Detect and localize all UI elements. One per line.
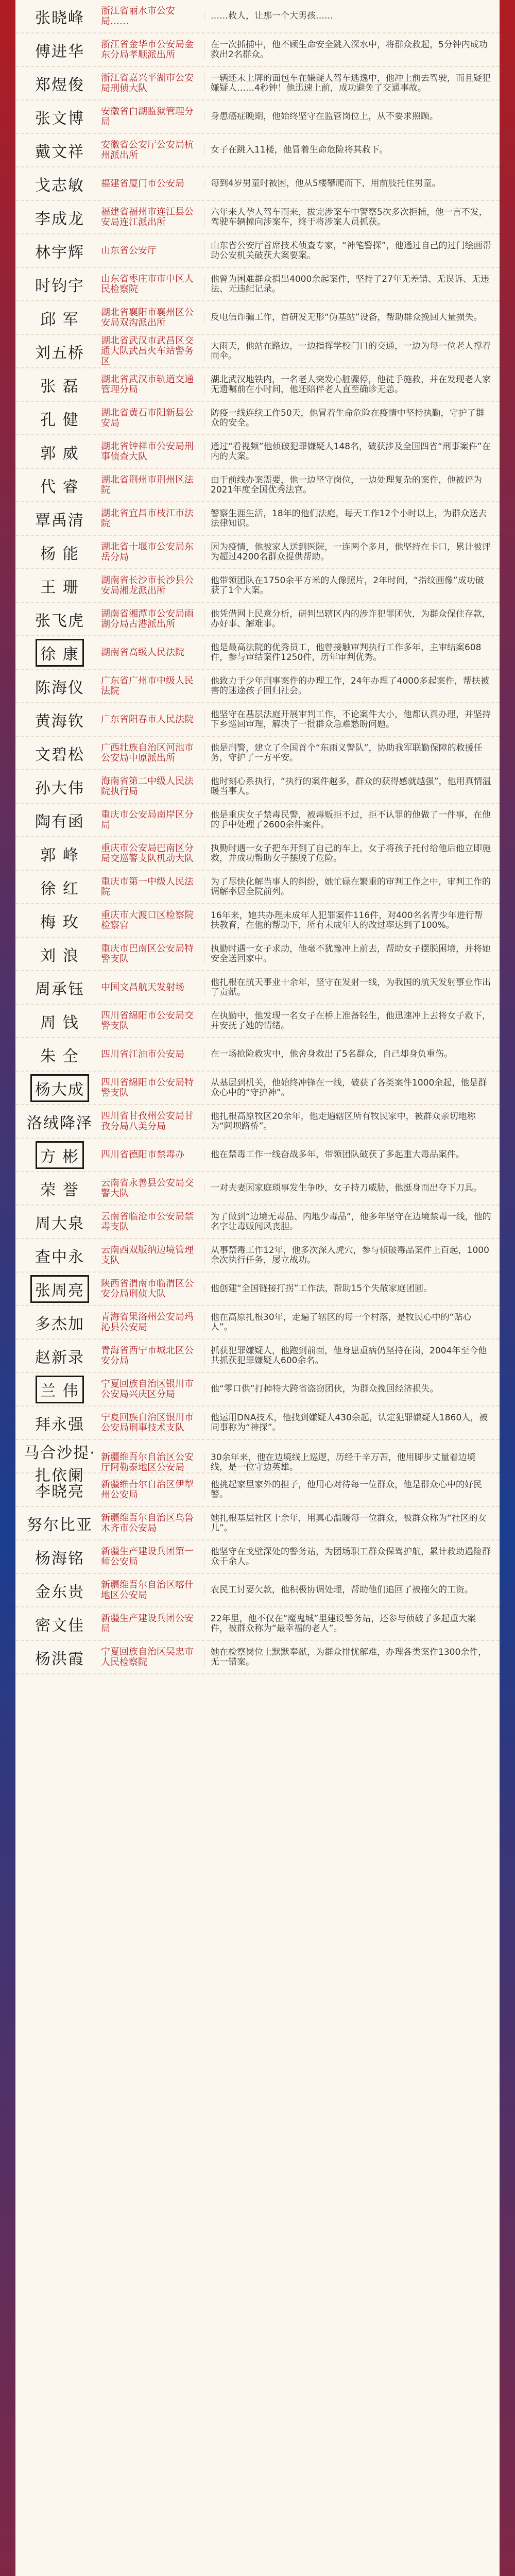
work-unit: 云南省临沧市公安局禁毒支队 xyxy=(101,1211,194,1232)
work-unit: 湖北省荆州市荆州区法院 xyxy=(101,474,194,496)
list-item xyxy=(15,804,500,837)
person-name: 林宇辉 xyxy=(35,243,84,262)
work-unit: 湖北省武汉市武昌区交通大队武昌火车站警务区 xyxy=(101,335,194,367)
person-name: 兰 伟 xyxy=(36,1376,84,1403)
work-unit: 湖南省长沙市长沙县公安局湘龙派出所 xyxy=(101,575,194,596)
work-unit: 青海省果洛州公安局玛沁县公安局 xyxy=(101,1312,194,1333)
deed-description: 他坚守在戈壁深处的警务站，为团场职工群众保驾护航，累计救助遇险群众千余人。 xyxy=(204,1547,491,1567)
work-unit: 湖北省十堰市公安局东岳分局 xyxy=(101,541,194,563)
work-unit: 新疆维吾尔自治区伊犁州公安局 xyxy=(101,1479,194,1500)
deed-description: 为了尽快化解当事人的纠纷，她忙碌在繁重的审判工作之中，审判工作的调解率居全院前列。 xyxy=(204,877,491,897)
person-name: 陈海仪 xyxy=(35,679,84,697)
person-name: 刘 浪 xyxy=(40,946,79,965)
deed-description: 防疫一线连续工作50天，他冒着生命危险在疫情中坚持执勤，守护了群众的安全。 xyxy=(204,409,491,428)
person-name: 陶有函 xyxy=(35,812,84,831)
person-name: 查中永 xyxy=(35,1248,84,1266)
list-item xyxy=(15,1072,500,1105)
person-name: 文碧松 xyxy=(35,745,84,764)
work-unit: 湖北省黄石市阳新县公安局 xyxy=(101,408,194,429)
work-unit: 安徽省白湖监狱管理分局 xyxy=(101,106,194,127)
work-unit: 湖南省湘潭市公安局雨湖分局古港派出所 xyxy=(101,608,194,630)
list-item xyxy=(15,1306,500,1340)
deed-description: 在一场抢险救灾中，他舍身救出了5名群众，自己却身负重伤。 xyxy=(204,1049,491,1059)
deed-description: 他运用DNA技术，他找到嫌疑人430余起，认定犯罪嫌疑人1860人，被同事称为“神探”。 xyxy=(204,1413,491,1433)
work-unit: 宁夏回族自治区吴忠市人民检察院 xyxy=(101,1647,194,1668)
list-item xyxy=(15,368,500,402)
deed-description: 他是最高法院的优秀员工，他曾接触审判执行工作多年，主审结案608件，参与审结案件1250件，历年审判优秀。 xyxy=(204,643,491,663)
work-unit: 中国文昌航天发射场 xyxy=(101,982,184,993)
deed-description: 执勤时遇一女子把车开到了自己的车上，女子将孩子托付给他后他立即施救，并成功帮助女子摆脱了危险。 xyxy=(204,844,491,863)
work-unit: 重庆市公安局南岸区分局 xyxy=(101,809,194,831)
deed-description: 他时刻心系执行，“执行的案件越多，群众的获得感就越强”，他用真情温暖当事人。 xyxy=(204,777,491,796)
work-unit: 湖北省钟祥市公安局刑事侦查大队 xyxy=(101,441,194,462)
person-name: 郭 峰 xyxy=(40,846,79,865)
person-name: 王 珊 xyxy=(40,578,79,597)
work-unit: 云南省永善县公安局交警大队 xyxy=(101,1178,194,1199)
work-unit: 新疆维吾尔自治区乌鲁木齐市公安局 xyxy=(101,1513,194,1534)
list-item xyxy=(15,971,500,1005)
list-item xyxy=(15,301,500,335)
person-name: 傅进华 xyxy=(35,42,84,61)
person-name: 多杰加 xyxy=(35,1315,84,1333)
list-item xyxy=(15,469,500,502)
list-item xyxy=(15,1139,500,1172)
person-name: 张文博 xyxy=(35,109,84,128)
deed-description: 他挑起家里家外的担子，他用心对待每一位群众，他是群众心中的好民警。 xyxy=(204,1480,491,1500)
list-item xyxy=(15,234,500,268)
deed-description: 30余年来，他在边境线上巡逻，历经千辛万苦，他用脚步丈量着边境线，是一位守边英雄。 xyxy=(204,1453,491,1472)
list-item xyxy=(15,871,500,904)
list-item xyxy=(15,670,500,703)
list-item xyxy=(15,1105,500,1139)
list-item xyxy=(15,1172,500,1206)
work-unit: 陕西省渭南市临渭区公安分局刑侦大队 xyxy=(101,1278,194,1299)
deed-description: 在一次抓捕中，他不顾生命安全跳入深水中，将群众救起，5分钟内成功救出2名群众。 xyxy=(204,40,491,60)
work-unit: 新疆生产建设兵团公安局 xyxy=(101,1613,194,1634)
person-name: 拜永强 xyxy=(35,1415,84,1434)
list-item xyxy=(15,201,500,234)
deed-description: 女子在跳入11楼，他冒着生命危险将其救下。 xyxy=(204,145,491,155)
person-name: 徐 康 xyxy=(36,639,84,667)
list-item xyxy=(15,1038,500,1072)
work-unit: 重庆市第一中级人民法院 xyxy=(101,876,194,897)
work-unit: 四川省甘孜州公安局甘孜分局八美分局 xyxy=(101,1111,194,1132)
deed-description: 他“零口供”打掉特大跨省盗窃团伙，为群众挽回经济损失。 xyxy=(204,1384,491,1394)
list-item xyxy=(15,134,500,167)
left-decor-stripe xyxy=(0,0,15,2576)
person-name: 荣 誉 xyxy=(40,1181,79,1199)
person-name: 戴文祥 xyxy=(35,143,84,161)
person-name: 邱 军 xyxy=(40,310,79,329)
list-item xyxy=(15,402,500,435)
deed-description: 他曾为困难群众捐出4000余起案件，坚持了27年无差错、无误诉、无违法、无违纪记录。 xyxy=(204,275,491,294)
person-name: 时钧宇 xyxy=(35,277,84,295)
work-unit: 安徽省公安厅公安局杭州派出所 xyxy=(101,140,194,161)
list-item xyxy=(15,268,500,301)
list-item xyxy=(15,1206,500,1239)
list-item xyxy=(15,569,500,603)
person-name: 梅 玫 xyxy=(40,913,79,931)
work-unit: 山东省枣庄市市中区人民检察院 xyxy=(101,274,194,295)
deed-description: 警察生涯生活，18年的他们法庭，每天工作12个小时以上，为群众送去法律知识。 xyxy=(204,509,491,529)
deed-description: 身患癌症晚期，他始终坚守在监管岗位上，从不要求照顾。 xyxy=(204,112,491,122)
work-unit: 广东省广州市中级人民法院 xyxy=(101,675,194,697)
deed-description: 他带领团队在1750余平方米的人像照片，2年时间，“指纹画像”成功破获了1个大案。 xyxy=(204,576,491,596)
deed-description: 六年来人孕人驾车而来，拔完涉案车中警察5次多次拒捕，他一言不发，驾驶车辆撞向涉案车，终于将涉案人员抓获。 xyxy=(204,208,491,227)
right-decor-stripe xyxy=(500,0,515,2576)
list-item xyxy=(15,435,500,469)
person-name: 杨海铭 xyxy=(35,1549,84,1568)
deed-description: 因为疫情，他被家人送到医院，一连两个多月，他坚持在卡口，累计被评为超过4200名群众提供帮助。 xyxy=(204,543,491,562)
list-item xyxy=(15,33,500,67)
person-name: 努尔比亚 xyxy=(27,1516,93,1534)
deed-description: 22年里，他不仅在“魔鬼城”里建设警务站，还参与侦破了多起重大案件，被群众称为“最幸福的老人”。 xyxy=(204,1614,491,1634)
person-name: 孙大伟 xyxy=(35,779,84,798)
list-item xyxy=(15,502,500,536)
deed-description: 他在高原扎根30年，走遍了辖区的每一个村落，是牧民心中的“贴心人”。 xyxy=(204,1313,491,1332)
deed-description: 他是重庆女子禁毒民警，被毒贩拒不过，拒不认罪的他做了一件事，在他的手中处理了2600余件案件。 xyxy=(204,810,491,830)
deed-description: 为了做到“边境无毒品、内地少毒品”，他多年坚守在边境禁毒一线，他的名字让毒贩闻风丧胆。 xyxy=(204,1212,491,1232)
person-name: 张飞虎 xyxy=(35,612,84,630)
deed-description: 他致力于少年刑事案件的办理工作，24年办理了4000多起案件，帮扶被害的迷途孩子回归社会。 xyxy=(204,676,491,696)
list-item xyxy=(15,1641,500,1674)
list-item xyxy=(15,1540,500,1574)
list-item xyxy=(15,167,500,201)
list-item xyxy=(15,1574,500,1607)
list-item xyxy=(15,904,500,938)
list-item xyxy=(15,1340,500,1373)
list-item xyxy=(15,1239,500,1273)
deed-description: 他是刑警，建立了全国首个“东雨义警队”，协助我军联勤保障的救援任务，守护了一方平安。 xyxy=(204,743,491,763)
work-unit: 湖南省高级人民法院 xyxy=(101,647,184,658)
person-name: 洛绒降泽 xyxy=(27,1114,93,1132)
person-name: 张 磊 xyxy=(40,377,79,396)
person-name: 郑煜俊 xyxy=(35,76,84,94)
person-name: 覃禹清 xyxy=(35,511,84,530)
list-item xyxy=(15,536,500,569)
deed-description: 她扎根基层社区十余年，用真心温暖每一位群众，被群众称为“社区的女儿”。 xyxy=(204,1514,491,1533)
person-name: 郭 威 xyxy=(40,444,79,463)
work-unit: 山东省公安厅 xyxy=(101,245,157,256)
person-name: 刘五桥 xyxy=(35,344,84,362)
deed-description: 他扎根在航天事业十余年，坚守在发射一线，为我国的航天发射事业作出了贡献。 xyxy=(204,978,491,997)
person-name: 杨大成 xyxy=(30,1074,89,1102)
person-name: 赵新录 xyxy=(35,1348,84,1367)
person-name: 方 彬 xyxy=(36,1141,84,1169)
work-unit: 浙江省嘉兴平湖市公安局刑侦大队 xyxy=(101,73,194,94)
deed-description: 农民工讨要欠款，他积极协调处理，帮助他们追回了被拖欠的工资。 xyxy=(204,1585,491,1595)
work-unit: 重庆市公安局巴南区分局交巡警支队机动大队 xyxy=(101,843,194,864)
person-name: 代 睿 xyxy=(40,478,79,496)
work-unit: 重庆市大渡口区检察院检察官 xyxy=(101,910,194,931)
deed-description: 执勤时遇一女子求助，他毫不犹豫冲上前去，帮助女子摆脱困境，并将她安全送回家中。 xyxy=(204,944,491,964)
deed-description: 由于前线办案需要，他一边坚守岗位，一边处理复杂的案件，他被评为2021年度全国优秀法官。 xyxy=(204,476,491,495)
deed-description: 通过“看视频”他侦破犯罪嫌疑人148名，破获涉及全国四省“刑事案件”在内的大案。 xyxy=(204,442,491,462)
work-unit: 云南西双版纳边境管理支队 xyxy=(101,1245,194,1266)
deed-description: 16年来，她共办理未成年人犯罪案件116件，对400名名青少年进行帮扶教育，在他的帮助下，所有未成年人的改过率达到了100%。 xyxy=(204,911,491,930)
list-item xyxy=(15,1440,500,1485)
person-name: 孔 健 xyxy=(40,411,79,429)
deed-description: 他创建“全国链接打拐”工作法，帮助15个失散家庭团圆。 xyxy=(204,1284,491,1294)
deed-description: 湖北武汉地铁内，一名老人突发心脏骤停，他徒手施救，并在发现老人家无遗嘱前在小时间，他还陪伴老人直至确诊无恙。 xyxy=(204,375,491,395)
deed-description: 从基层到机关，他始终冲锋在一线，破获了各类案件1000余起，他是群众心中的“守护神”。 xyxy=(204,1078,491,1098)
person-name: 黄海钦 xyxy=(35,712,84,731)
deed-description: ……救人，让那一个大男孩…… xyxy=(204,11,491,21)
list-item xyxy=(15,0,500,33)
deed-description: 他坚守在基层法庭开展审判工作，不论案件大小，他都认真办理，并坚持下乡巡回审理，解决了一批群众急难愁盼问题。 xyxy=(204,710,491,730)
honor-list xyxy=(15,0,500,2576)
deed-description: 抓获犯罪嫌疑人，他跑到前面，他身患重病仍坚持在岗，2004年至今他共抓获犯罪嫌疑人600余名。 xyxy=(204,1346,491,1366)
person-name: 戈志敏 xyxy=(35,176,84,195)
person-name: 周大泉 xyxy=(35,1214,84,1233)
person-name: 密文佳 xyxy=(35,1616,84,1635)
work-unit: 福建省厦门市公安局 xyxy=(101,178,184,189)
work-unit: 湖北省武汉市轨道交通管理分局 xyxy=(101,374,194,395)
work-unit: 四川省江油市公安局 xyxy=(101,1049,184,1060)
list-item xyxy=(15,1373,500,1406)
deed-description: 山东省公安厅首席技术侦查专家，“神笔警探”，他通过自己的过门绘画帮助公安机关破获大案要案。 xyxy=(204,241,491,261)
person-name: 李晓亮 xyxy=(35,1482,84,1501)
list-item xyxy=(15,335,500,368)
deed-description: 每到4岁男童时被困，他从5楼攀爬而下，用前肢托住男童。 xyxy=(204,179,491,189)
person-name: 杨 能 xyxy=(40,545,79,563)
person-name: 李成龙 xyxy=(35,210,84,228)
work-unit: 新疆维吾尔自治区公安厅阿勒泰地区公安局 xyxy=(101,1452,194,1473)
work-unit: 四川省绵阳市公安局交警支队 xyxy=(101,1010,194,1031)
deed-description: 一辆还未上牌的面包车在嫌疑人驾车逃逸中，他冲上前去驾驶，而且疑犯嫌疑人……4秒钟！他迅速上前，成功避免了交通事故。 xyxy=(204,74,491,93)
list-item xyxy=(15,1507,500,1540)
work-unit: 青海省西宁市城北区公安分局 xyxy=(101,1345,194,1366)
list-item xyxy=(15,837,500,871)
list-item xyxy=(15,737,500,770)
work-unit: 宁夏回族自治区银川市公安局兴庆区分局 xyxy=(101,1379,194,1400)
person-name: 周 钱 xyxy=(40,1013,79,1032)
list-item xyxy=(15,603,500,636)
work-unit: 新疆生产建设兵团第一师公安局 xyxy=(101,1546,194,1567)
deed-description: 她在检察岗位上默默奉献，为群众排忧解难，办理各类案件1300余件，无一错案。 xyxy=(204,1648,491,1667)
list-item xyxy=(15,770,500,804)
work-unit: 海南省第二中级人民法院执行局 xyxy=(101,776,194,797)
person-name: 朱 全 xyxy=(40,1047,79,1065)
deed-description: 一对夫妻因家庭琐事发生争吵，女子持刀威胁，他挺身而出夺下刀具。 xyxy=(204,1183,491,1193)
work-unit: 宁夏回族自治区银川市公安局刑事技术支队 xyxy=(101,1412,194,1433)
work-unit: 重庆市巴南区公安局特警支队 xyxy=(101,943,194,964)
work-unit: 湖北省宜昌市枝江市法院 xyxy=(101,508,194,529)
work-unit: 浙江省丽水市公安局…… xyxy=(101,6,175,27)
list-item xyxy=(15,703,500,737)
deed-description: 他凭借网上民意分析，研判出辖区内的涉诈犯罪团伙，为群众保住存款，办好事、解难事。 xyxy=(204,609,491,629)
person-name: 周承钰 xyxy=(35,980,84,998)
deed-description: 反电信诈骗工作，首研发无形“伪基站”设备，帮助群众挽回大量损失。 xyxy=(204,313,491,323)
work-unit: 湖北省襄阳市襄州区公安局双沟派出所 xyxy=(101,307,194,328)
person-name: 张周亮 xyxy=(30,1275,89,1303)
work-unit: 四川省德阳市禁毒办 xyxy=(101,1149,184,1160)
deed-description: 在执勤中，他发现一名女子在桥上准备轻生，他迅速冲上去将女子救下，并安抚了她的情绪。 xyxy=(204,1011,491,1031)
person-name: 杨洪霞 xyxy=(35,1650,84,1668)
list-item xyxy=(15,938,500,971)
work-unit: 广西壮族自治区河池市公安局中原派出所 xyxy=(101,742,194,764)
list-item xyxy=(15,636,500,670)
person-name: 张晓峰 xyxy=(35,9,84,27)
deed-description: 从事禁毒工作12年，他多次深入虎穴，参与侦破毒品案件上百起，1000余次执行任务，屡立战功。 xyxy=(204,1246,491,1265)
list-item xyxy=(15,1005,500,1038)
list-item xyxy=(15,67,500,100)
deed-description: 大雨天，他站在路边，一边指挥学校门口的交通，一边为每一位老人撑着雨伞。 xyxy=(204,342,491,361)
list-item xyxy=(15,1273,500,1306)
deed-description: 他扎根高原牧区20余年，他走遍辖区所有牧民家中，被群众亲切地称为“阿坝路桥”。 xyxy=(204,1112,491,1131)
work-unit: 新疆维吾尔自治区喀什地区公安局 xyxy=(101,1580,194,1601)
person-name: 马合沙提·扎依阑 xyxy=(24,1444,96,1485)
deed-description: 他在禁毒工作一线奋战多年，带领团队破获了多起重大毒品案件。 xyxy=(204,1150,491,1160)
list-item xyxy=(15,1607,500,1641)
person-name: 徐 红 xyxy=(40,879,79,898)
work-unit: 四川省绵阳市公安局特警支队 xyxy=(101,1077,194,1098)
work-unit: 福建省福州市连江县公安局连江派出所 xyxy=(101,207,194,228)
work-unit: 浙江省金华市公安局金东分局孝顺派出所 xyxy=(101,39,194,60)
list-item xyxy=(15,1406,500,1440)
work-unit: 广东省阳春市人民法院 xyxy=(101,714,194,725)
list-item xyxy=(15,1473,500,1507)
person-name: 金东贵 xyxy=(35,1583,84,1601)
list-item xyxy=(15,100,500,134)
